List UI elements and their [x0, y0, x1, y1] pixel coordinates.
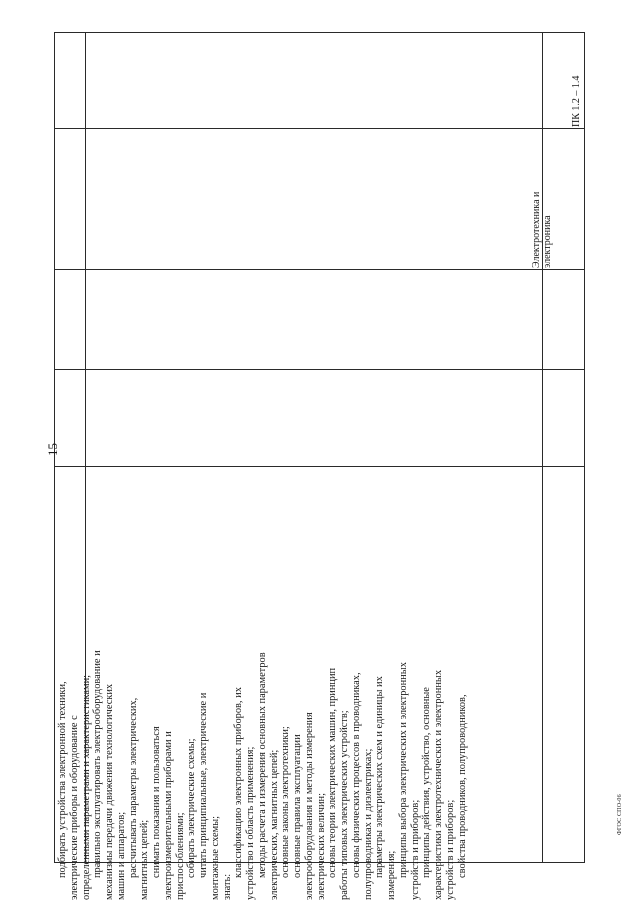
content-line: параметры электрических схем и единицы их — [374, 676, 386, 878]
discipline-line: электроника — [542, 215, 553, 268]
content-line: определенными параметрами и характеристиками; — [80, 674, 92, 900]
content-line: электроизмерительными приборами и — [162, 731, 174, 900]
content-line: принципы действия, устройство, основные — [421, 687, 433, 878]
content-line: электрических величин; — [315, 793, 327, 900]
content-line: приспособлениями; — [174, 812, 186, 900]
content-line: устройство и область применения; — [245, 746, 256, 900]
page-number: 15 — [45, 443, 60, 456]
content-line: основы теории электрических машин, принцип — [327, 667, 339, 878]
content-line: методы расчета и измерения основных параметров — [256, 652, 268, 878]
table-row-divider-1 — [54, 128, 585, 129]
content-line: механизмы передачи движения технологических — [104, 683, 115, 900]
discipline-line: Электротехника и — [531, 191, 542, 268]
content-line: монтажные схемы; — [209, 815, 221, 900]
table-border-right — [584, 32, 585, 862]
content-cell — [57, 468, 468, 900]
content-line: электрических, магнитных цепей; — [268, 749, 280, 900]
content-line: основы физических процессов в проводниках, — [350, 672, 362, 878]
content-line: собирать электрические схемы; — [186, 738, 198, 878]
content-line: электрические приборы и оборудование с — [68, 715, 80, 900]
content-line: магнитных цепей; — [139, 819, 151, 900]
content-line: основные законы электротехники; — [280, 726, 292, 878]
table-row-divider-3 — [54, 369, 585, 370]
content-line: работы типовых электрических устройств; — [339, 710, 350, 900]
content-line: снимать показания и пользоваться — [151, 726, 162, 878]
content-line: измерения; — [386, 850, 397, 900]
table-border-top — [54, 32, 585, 33]
content-line: подбирать устройства электронной техники, — [57, 681, 68, 878]
content-line: электрооборудования и методы измерения — [303, 712, 315, 900]
content-line: принципы выбора электрических и электронных — [397, 662, 409, 878]
competency-code-cell: ПК 1.2 – 1.4 — [571, 75, 582, 127]
content-line: классификацию электронных приборов, их — [233, 687, 245, 878]
content-line: машин и аппаратов; — [115, 811, 127, 900]
content-line: правильно эксплуатировать электрооборудование и — [92, 650, 104, 878]
content-line: основные правила эксплуатации — [292, 734, 303, 878]
discipline-cell — [531, 148, 553, 268]
footer-standard-code: ФГОС СПО-06 — [617, 794, 623, 835]
content-line: полупроводниках и диэлектриках; — [362, 748, 374, 900]
content-line: рассчитывать параметры электрических, — [127, 697, 139, 878]
content-line: знать: — [221, 873, 233, 900]
table-row-divider-2 — [54, 269, 585, 270]
content-line: свойства проводников, полупроводников, — [456, 694, 468, 878]
content-line: устройств и приборов; — [409, 799, 421, 900]
table-row-divider-4 — [54, 466, 585, 467]
content-line: устройств и приборов; — [444, 799, 456, 900]
content-line: читать принципиальные, электрические и — [198, 692, 209, 878]
content-line: характеристики электротехнических и электронных — [433, 669, 444, 900]
